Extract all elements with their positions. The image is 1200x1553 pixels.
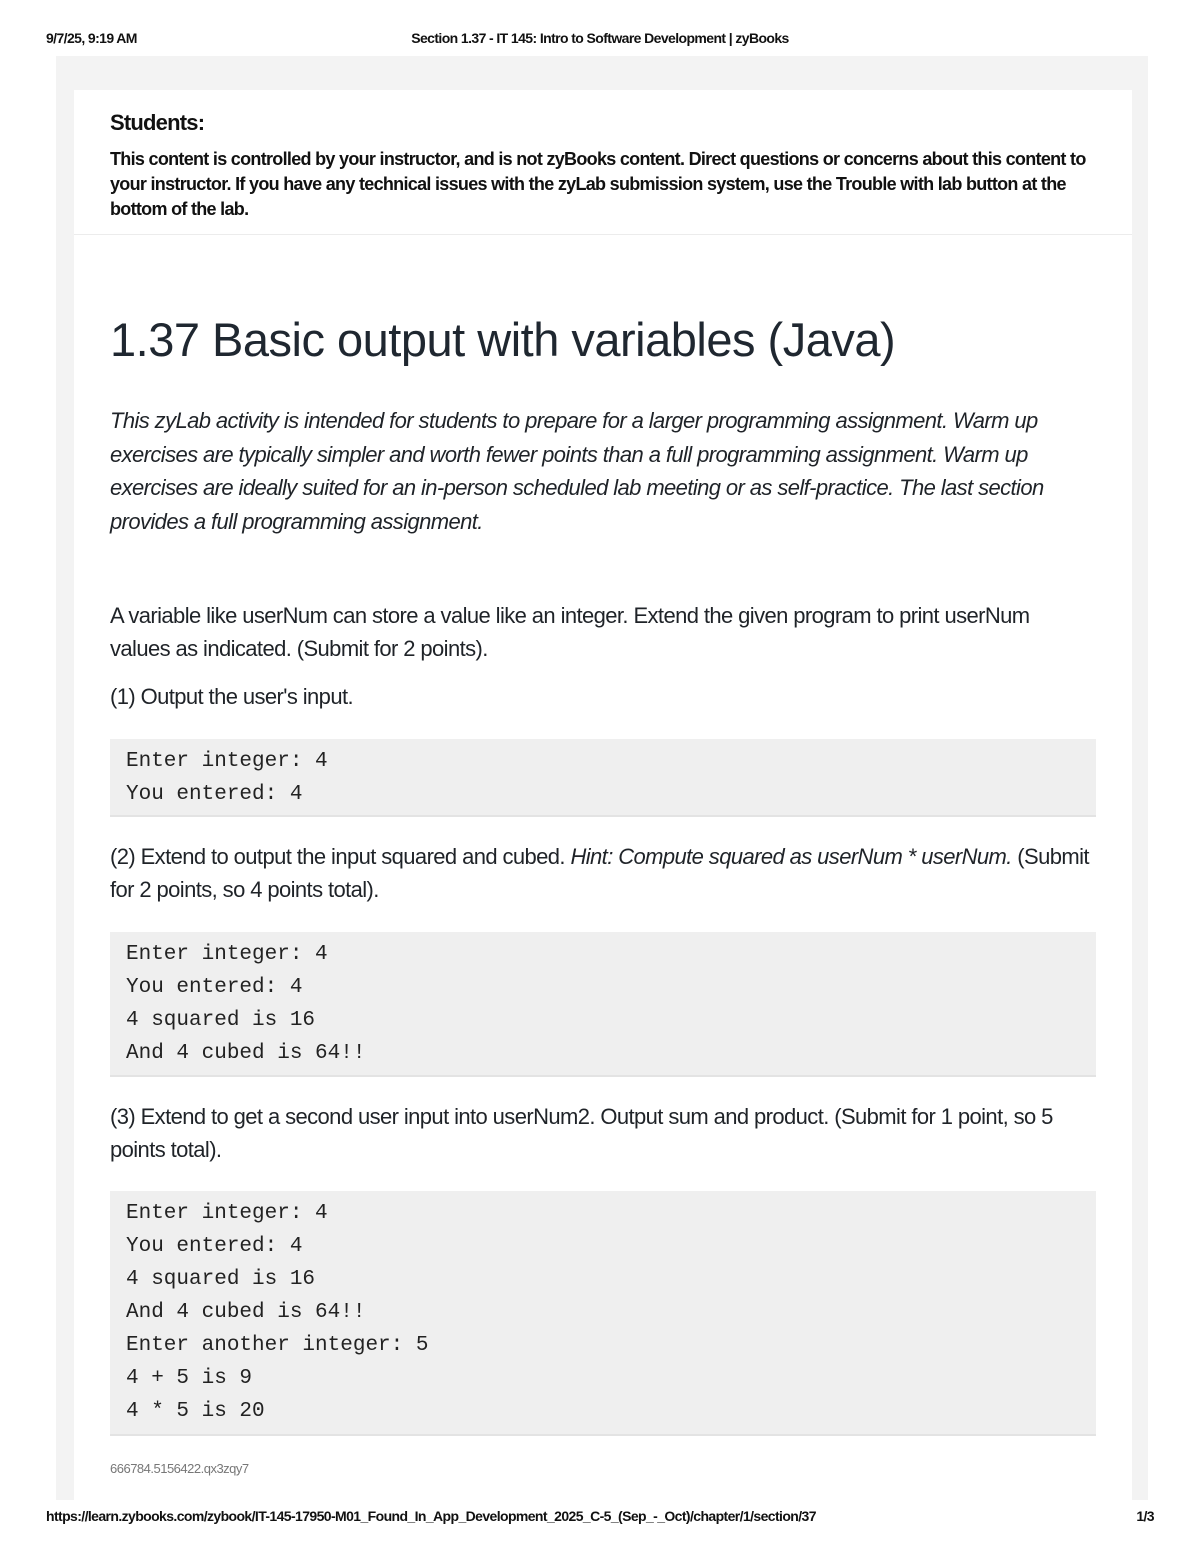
output-line: You entered: 4 <box>126 976 303 999</box>
output-line: 4 squared is 16 <box>126 1268 316 1291</box>
lab-intro: This zyLab activity is intended for students to prepare for a larger programming assignment. Warm up exercises are typically simpler and worth fewer points than a full programming assignment. Warm up exercises are ideally suited for an in-person scheduled lab meeting or as self-practice. The last section provides a full programming assignment. <box>110 408 1044 534</box>
notice-divider <box>74 234 1132 235</box>
print-date: 9/7/25, 9:19 AM <box>46 30 137 46</box>
notice-text-after: button at the bottom of the lab. <box>110 174 1066 219</box>
output-line: 4 squared is 16 <box>126 1009 316 1032</box>
step-1-expected-output <box>110 739 1096 817</box>
trouble-with-lab-reference: Trouble with lab <box>835 174 962 194</box>
step-3-instruction: (3) Extend to get a second user input into userNum2. Output sum and product. (Submit for 1 point, so 5 points total). <box>110 1104 1053 1162</box>
page-number: 1/3 <box>1136 1508 1154 1524</box>
step-2-instruction <box>110 840 1090 906</box>
output-line: Enter integer: 4 <box>126 1202 328 1225</box>
output-line: 4 + 5 is 9 <box>126 1367 253 1390</box>
step-2-expected-output <box>110 932 1096 1077</box>
print-header <box>46 30 1154 50</box>
section-title: 1.37 Basic output with variables (Java) <box>110 313 896 366</box>
notice-text-before: This content is controlled by your instructor, and is not zyBooks content. Direct questions or concerns about this content to your instructor. If you have any technical issues with the zyLab submission system, use the <box>110 149 1086 194</box>
print-url: https://learn.zybooks.com/zybook/IT-145-17950-M01_Found_In_App_Development_2025_C-5_(Sep_-_Oct)/chapter/1/section/37 <box>46 1508 816 1524</box>
print-page-title: Section 1.37 - IT 145: Intro to Software Development | zyBooks <box>411 30 789 46</box>
instructor-notice <box>110 147 1100 222</box>
lab-description: A variable like userNum can store a value like an integer. Extend the given program to print userNum values as indicated. (Submit for 2 points). <box>110 603 1030 661</box>
lab-code-id: 666784.5156422.qx3zqy7 <box>110 1461 249 1476</box>
output-line: You entered: 4 <box>126 1235 303 1258</box>
step-2-points: (Submit for 2 points, so 4 points total). <box>110 844 1089 902</box>
output-line: Enter integer: 4 <box>126 943 328 966</box>
output-line: You entered: 4 <box>126 783 303 806</box>
print-footer <box>46 1508 1154 1528</box>
step-2-hint: Hint: Compute squared as userNum * userNum. <box>570 844 1012 869</box>
step-1-instruction: (1) Output the user's input. <box>110 684 353 709</box>
output-line: And 4 cubed is 64!! <box>126 1042 366 1065</box>
output-line: Enter integer: 4 <box>126 750 328 773</box>
output-line: 4 * 5 is 20 <box>126 1400 265 1423</box>
step-2-text: (2) Extend to output the input squared and cubed. <box>110 844 571 869</box>
step-3-expected-output <box>110 1191 1096 1436</box>
notice-heading: Students: <box>110 110 205 135</box>
output-line: And 4 cubed is 64!! <box>126 1301 366 1324</box>
output-line: Enter another integer: 5 <box>126 1334 429 1357</box>
